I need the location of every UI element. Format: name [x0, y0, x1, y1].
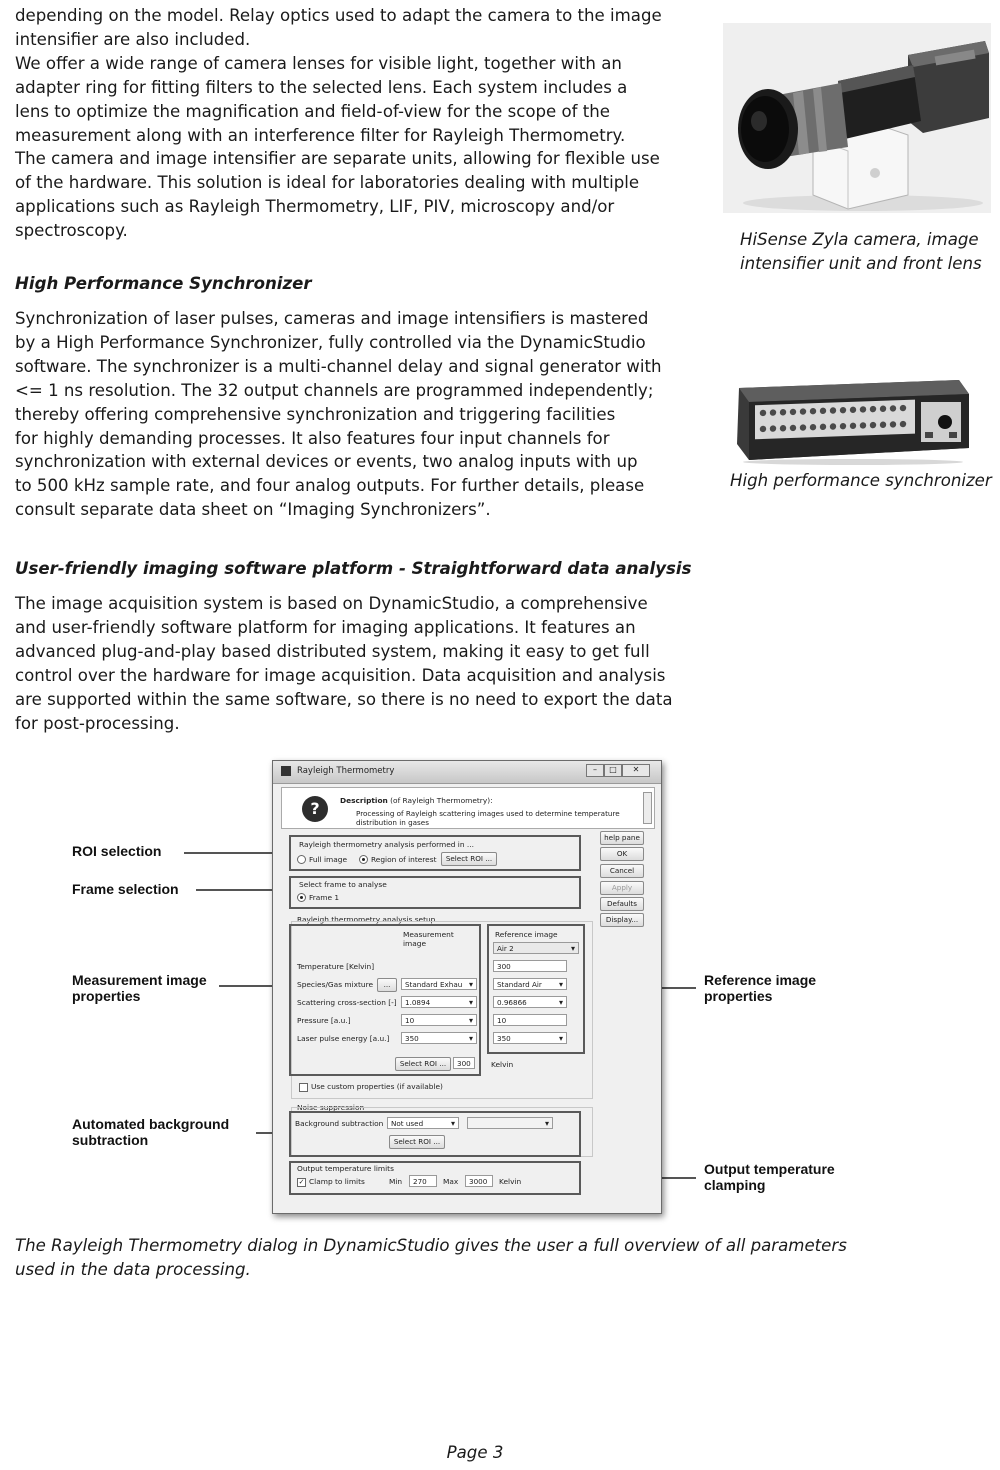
software-paragraph [15, 592, 673, 735]
roi-group [289, 835, 581, 871]
caption-line: intensifier unit and front lens [740, 253, 982, 273]
text-line: by a High Performance Synchronizer, fully controlled via the DynamicStudio [15, 332, 646, 352]
annotation-output-clamping [704, 1161, 835, 1193]
minimize-icon[interactable]: – [586, 764, 604, 777]
measurement-group [289, 924, 481, 1076]
text-line: for post-processing. [15, 713, 180, 733]
text-line: spectroscopy. [15, 221, 128, 241]
text-line: control over the hardware for image acquisition. Data acquisition and analysis [15, 665, 666, 685]
text-line: intensifier are also included. [15, 29, 251, 49]
text-line: <= 1 ns resolution. The 32 output channels are programmed independently; [15, 380, 654, 400]
reference-group [487, 924, 585, 1054]
frame-1-radio[interactable] [297, 893, 306, 902]
annotation-reference-properties [704, 972, 816, 1004]
text-line: The image acquisition system is based on DynamicStudio, a comprehensive [15, 594, 648, 613]
text-line: synchronization with external devices or events, two analog inputs with up [15, 452, 638, 472]
kelvin-label: Kelvin [491, 1060, 514, 1069]
max-input[interactable]: 3000 [465, 1175, 493, 1187]
dialog-title: Rayleigh Thermometry [297, 766, 395, 776]
annotation-line: Automated background [72, 1116, 230, 1132]
text-line: The camera and image intensifier are separate units, allowing for flexible use [15, 149, 660, 169]
laser-energy-label: Laser pulse energy [a.u.] [297, 1034, 390, 1043]
species-browse-button[interactable]: ... [377, 978, 397, 992]
intro-paragraph [15, 4, 662, 243]
species-select[interactable]: Standard Exhau ▾ [401, 978, 477, 990]
app-icon [281, 766, 291, 776]
question-icon: ? [302, 796, 328, 822]
synchronizer-heading: High Performance Synchronizer [15, 274, 312, 293]
text-line: of the hardware. This solution is ideal for laboratories dealing with multiple [15, 173, 640, 193]
background-group [289, 1111, 581, 1157]
limits-title: Output temperature limits [297, 1164, 394, 1173]
limits-kelvin-label: Kelvin [499, 1177, 522, 1186]
description-title-bold: Description [340, 796, 388, 805]
annotation-background-subtraction [72, 1116, 229, 1148]
select-roi-temp-button[interactable]: Select ROI ... [395, 1057, 451, 1071]
ok-button[interactable]: OK [600, 847, 644, 861]
caption-line: HiSense Zyla camera, image [740, 230, 979, 249]
ref-temperature-input[interactable]: 300 [493, 960, 567, 972]
measurement-header: Measurement image [403, 930, 454, 948]
full-image-radio[interactable] [297, 855, 306, 864]
description-text: Processing of Rayleigh scattering images used to determine temperature distribution in gases [356, 809, 620, 827]
ref-species-select[interactable]: Standard Air ▾ [493, 978, 567, 990]
maximize-icon[interactable]: □ [604, 764, 622, 777]
text-line: advanced plug-and-play based distributed system, making it easy to get full [15, 641, 650, 661]
text-line: consult separate data sheet on “Imaging Synchronizers”. [15, 500, 491, 520]
text-line: are supported within the same software, so there is no need to export the data [15, 689, 673, 709]
software-heading: User-friendly imaging software platform - Straightforward data analysis [15, 559, 692, 578]
camera-photo [723, 23, 991, 213]
text-line: applications such as Rayleigh Thermometry, LIF, PIV, microscopy and/or [15, 197, 615, 217]
region-of-interest-label: Region of interest [371, 855, 437, 864]
ref-laser-energy-select[interactable]: 350 ▾ [493, 1032, 567, 1044]
camera-caption [740, 228, 982, 276]
reference-header: Reference image [495, 930, 558, 939]
text-line: adapter ring for fitting filters to the selected lens. Each system includes a [15, 77, 628, 97]
apply-button[interactable]: Apply [600, 881, 644, 895]
limits-group [289, 1161, 581, 1195]
defaults-button[interactable]: Defaults [600, 897, 644, 911]
setup-title: Rayleigh thermometry analysis setup [297, 915, 436, 924]
ref-pressure-input[interactable]: 10 [493, 1014, 567, 1026]
text-line: software. The synchronizer is a multi-channel delay and signal generator with [15, 356, 662, 376]
help-pane-button[interactable]: help pane [600, 831, 644, 845]
scattering-select[interactable]: 1.0894 ▾ [401, 996, 477, 1008]
text-line: lens to optimize the magnification and field-of-view for the scope of the [15, 101, 611, 121]
background-select[interactable]: Not used ▾ [387, 1117, 459, 1129]
reference-image-select[interactable]: Air 2 ▾ [493, 942, 579, 954]
pressure-select[interactable]: 10 ▾ [401, 1014, 477, 1026]
clamp-checkbox[interactable]: ✓ [298, 1178, 305, 1186]
select-roi-button[interactable]: Select ROI ... [441, 852, 497, 866]
text-line: depending on the model. Relay optics used to adapt the camera to the image [15, 6, 662, 25]
laser-energy-select[interactable]: 350 ▾ [401, 1032, 477, 1044]
annotation-roi-selection: ROI selection [72, 843, 162, 859]
display-button[interactable]: Display... [600, 913, 644, 927]
background-label: Background subtraction [295, 1119, 384, 1128]
caption-line: used in the data processing. [15, 1259, 251, 1279]
synchronizer-paragraph [15, 307, 662, 522]
max-label: Max [443, 1177, 459, 1186]
frame-1-label: Frame 1 [309, 893, 340, 902]
min-label: Min [389, 1177, 403, 1186]
description-scrollbar[interactable] [643, 792, 652, 824]
ref-scattering-select[interactable]: 0.96866 ▾ [493, 996, 567, 1008]
select-roi-background-button[interactable]: Select ROI ... [389, 1135, 445, 1149]
page-number: Page 3 [446, 1443, 504, 1462]
text-line: thereby offering comprehensive synchronization and triggering facilities [15, 404, 616, 424]
cancel-button[interactable]: Cancel [600, 864, 644, 878]
description-title-rest: (of Rayleigh Thermometry): [387, 796, 493, 805]
pressure-label: Pressure [a.u.] [297, 1016, 351, 1025]
rayleigh-dialog [272, 760, 662, 1214]
close-icon[interactable]: ✕ [622, 764, 650, 777]
text-line: to 500 kHz sample rate, and four analog outputs. For further details, please [15, 476, 645, 496]
background-secondary-select[interactable] [467, 1117, 553, 1129]
annotation-measurement-properties [72, 972, 207, 1004]
annotation-line: properties [704, 988, 773, 1004]
noise-title: Noise suppression [297, 1103, 365, 1112]
text-line: Synchronization of laser pulses, cameras and image intensifiers is mastered [15, 309, 649, 328]
text-line: for highly demanding processes. It also features four input channels for [15, 428, 610, 448]
annotation-line: Reference image [704, 972, 817, 988]
full-image-label: Full image [309, 855, 348, 864]
temperature-label: Temperature [Kelvin] [297, 962, 375, 971]
custom-properties-label: Use custom properties (if available) [311, 1082, 443, 1091]
annotation-line: subtraction [72, 1132, 149, 1148]
text-line: measurement along with an interference filter for Rayleigh Thermometry. [15, 125, 626, 145]
species-label: Species/Gas mixture [297, 980, 374, 989]
clamp-label: Clamp to limits [309, 1177, 365, 1186]
description-title [340, 796, 493, 805]
custom-properties-checkbox[interactable] [299, 1083, 308, 1092]
text-line: and user-friendly software platform for imaging applications. It features an [15, 617, 636, 637]
dialog-titlebar [273, 761, 661, 784]
synchronizer-photo [733, 374, 971, 466]
annotation-line: Output temperature [704, 1161, 835, 1177]
dialog-caption [15, 1234, 847, 1282]
frame-group [289, 876, 581, 909]
frame-group-title: Select frame to analyse [299, 880, 387, 889]
annotation-line: Measurement image [72, 972, 207, 988]
annotation-line: properties [72, 988, 141, 1004]
description-panel [281, 787, 655, 829]
scattering-label: Scattering cross-section [-] [297, 998, 397, 1007]
annotation-line: clamping [704, 1177, 766, 1193]
region-of-interest-radio[interactable] [359, 855, 368, 864]
synchronizer-caption: High performance synchronizer [730, 471, 992, 490]
annotation-frame-selection: Frame selection [72, 881, 179, 897]
roi-temp-input[interactable]: 300 [453, 1057, 475, 1069]
caption-line: The Rayleigh Thermometry dialog in DynamicStudio gives the user a full overview of all parameters [15, 1236, 847, 1255]
roi-group-title: Rayleigh thermometry analysis performed in ... [299, 840, 474, 849]
text-line: We offer a wide range of camera lenses for visible light, together with an [15, 53, 622, 73]
min-input[interactable]: 270 [409, 1175, 437, 1187]
